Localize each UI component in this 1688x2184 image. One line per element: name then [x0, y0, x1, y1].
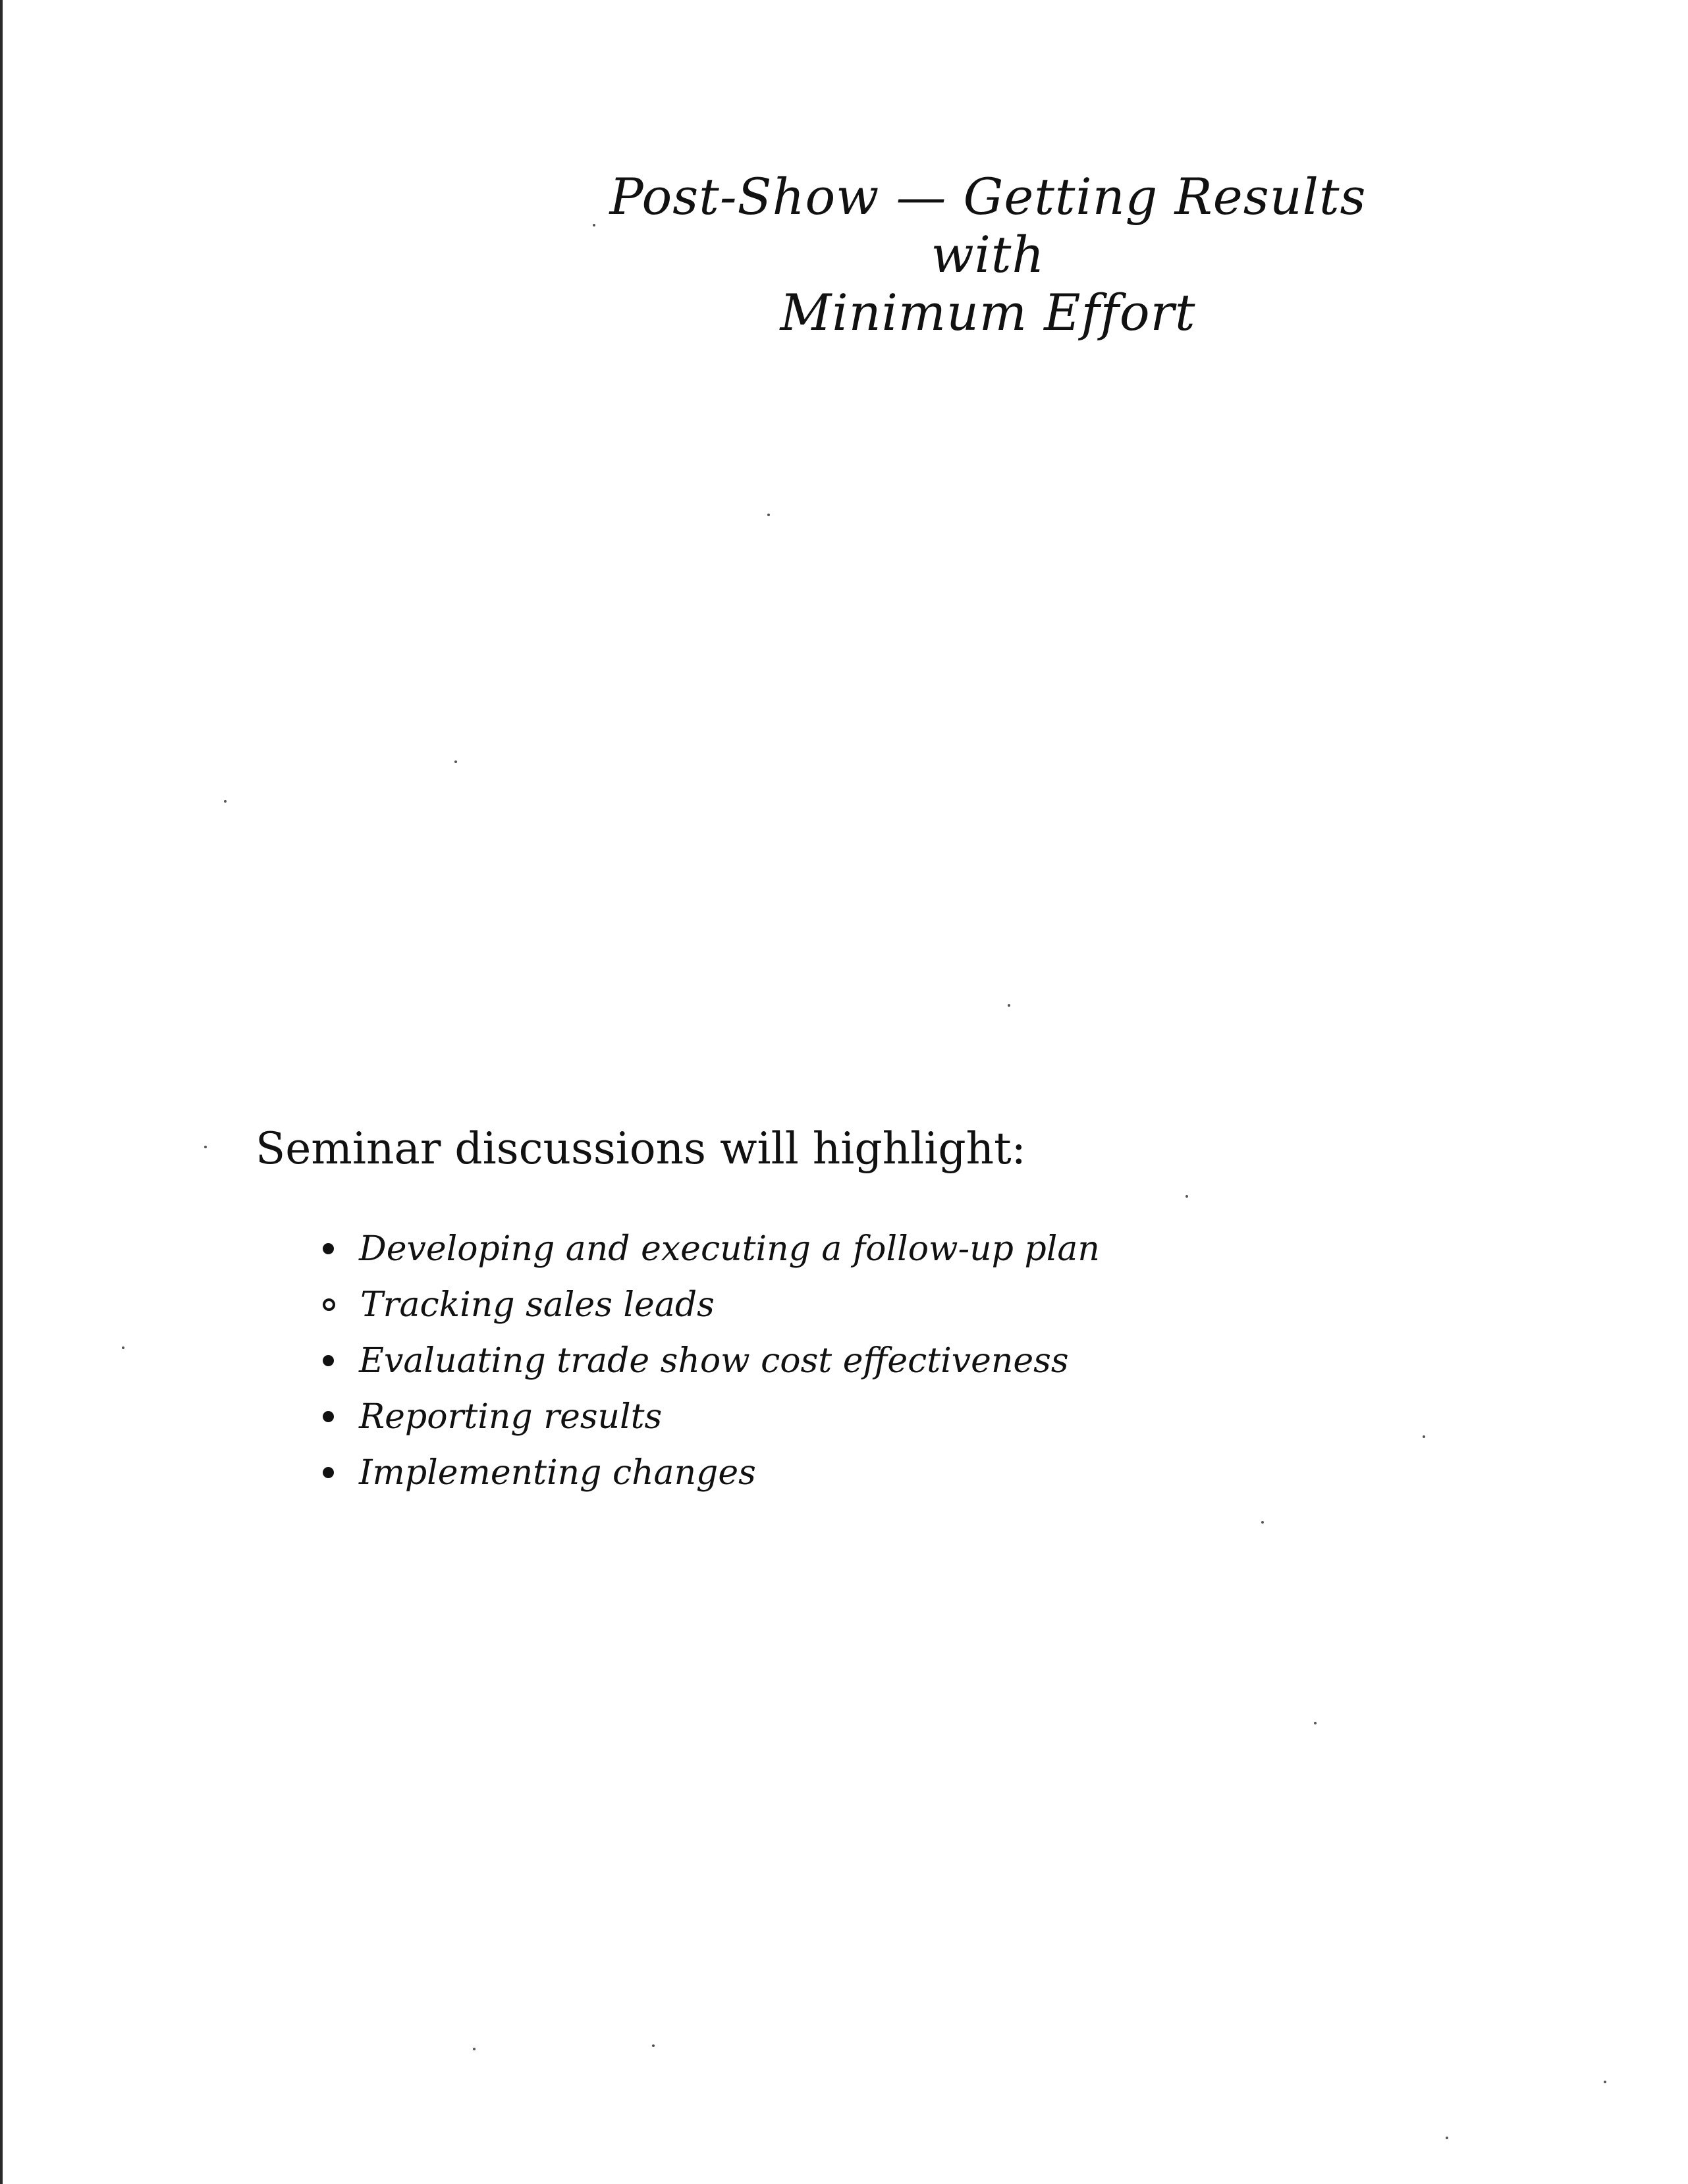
scan-speck — [454, 760, 457, 763]
list-item-text: Developing and executing a follow-up plan — [359, 1229, 1100, 1269]
list-item-text: Reporting results — [359, 1397, 663, 1437]
scan-speck — [204, 1146, 207, 1148]
scan-speck — [1446, 2137, 1448, 2139]
list-item — [323, 1389, 1100, 1445]
scan-speck — [652, 2044, 655, 2047]
scan-speck — [1604, 2081, 1606, 2083]
section-heading: Seminar discussions will highlight: — [256, 1123, 1026, 1174]
scan-speck — [224, 800, 227, 803]
scan-speck — [1314, 1722, 1317, 1724]
scan-speck — [767, 514, 770, 516]
scan-speck — [1423, 1435, 1425, 1438]
list-item — [323, 1277, 1100, 1333]
list-item-text: Evaluating trade show cost effectiveness — [359, 1341, 1069, 1381]
list-item — [323, 1333, 1100, 1389]
list-item — [323, 1221, 1100, 1277]
list-item — [323, 1445, 1100, 1501]
bullet-icon — [323, 1243, 334, 1254]
scan-speck — [473, 2048, 476, 2050]
scan-speck — [122, 1346, 124, 1349]
title-line: Post-Show — Getting Results — [609, 167, 1367, 226]
bullet-list — [323, 1221, 1100, 1501]
document-title — [461, 168, 1515, 342]
title-line: with — [931, 225, 1045, 284]
list-item-text: Implementing changes — [359, 1453, 756, 1493]
list-item-text: Tracking sales leads — [360, 1285, 715, 1325]
bullet-icon — [323, 1355, 334, 1366]
scan-speck — [1185, 1195, 1188, 1198]
bullet-icon — [323, 1467, 334, 1478]
scan-speck — [1261, 1521, 1264, 1524]
bullet-icon — [323, 1298, 335, 1311]
scan-edge — [0, 0, 3, 2184]
title-line: Minimum Effort — [780, 283, 1196, 342]
bullet-icon — [323, 1411, 334, 1422]
scan-speck — [1008, 1004, 1010, 1007]
